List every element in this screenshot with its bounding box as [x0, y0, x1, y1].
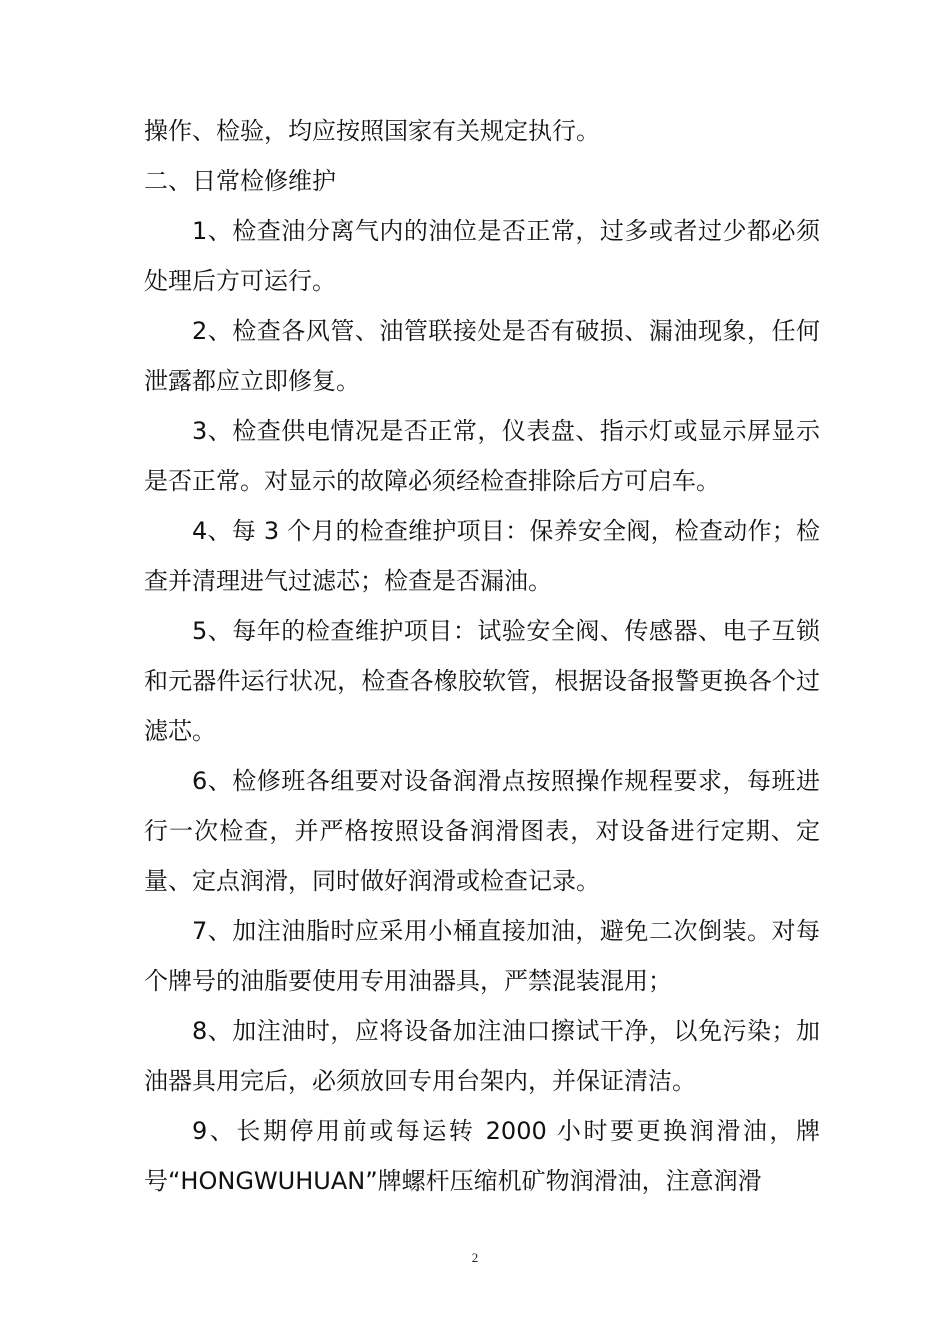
paragraph-item-4: 4、每 3 个月的检查维护项目：保养安全阀，检查动作；检查并清理进气过滤芯；检查是否漏油。 [144, 517, 820, 595]
paragraph-item-3: 3、检查供电情况是否正常，仪表盘、指示灯或显示屏显示是否正常。对显示的故障必须经检查排除后方可启车。 [144, 417, 820, 495]
paragraph-item-5: 5、每年的检查维护项目：试验安全阀、传感器、电子互锁和元器件运行状况，检查各橡胶软管，根据设备报警更换各个过滤芯。 [144, 617, 820, 745]
paragraph-item-1: 1、检查油分离气内的油位是否正常，过多或者过少都必须处理后方可运行。 [144, 217, 820, 295]
paragraph-item-9: 9、长期停用前或每运转 2000 小时要更换润滑油，牌号“HONGWUHUAN”牌螺杆压缩机矿物润滑油，注意润滑 [144, 1117, 820, 1195]
paragraph-item-6: 6、检修班各组要对设备润滑点按照操作规程要求，每班进行一次检查，并严格按照设备润滑图表，对设备进行定期、定量、定点润滑，同时做好润滑或检查记录。 [144, 767, 820, 895]
paragraph-item-2: 2、检查各风管、油管联接处是否有破损、漏油现象，任何泄露都应立即修复。 [144, 317, 820, 395]
paragraph-0: 操作、检验，均应按照国家有关规定执行。 [144, 117, 600, 145]
page-number: 2 [471, 1250, 479, 1265]
section-heading-daily-maintenance: 二、日常检修维护 [144, 167, 336, 195]
document-body [144, 106, 820, 1206]
paragraph-item-8: 8、加注油时，应将设备加注油口擦试干净，以免污染；加油器具用完后，必须放回专用台架内，并保证清洁。 [144, 1017, 820, 1095]
paragraph-item-7: 7、加注油脂时应采用小桶直接加油，避免二次倒装。对每个牌号的油脂要使用专用油器具，严禁混装混用； [144, 917, 820, 995]
